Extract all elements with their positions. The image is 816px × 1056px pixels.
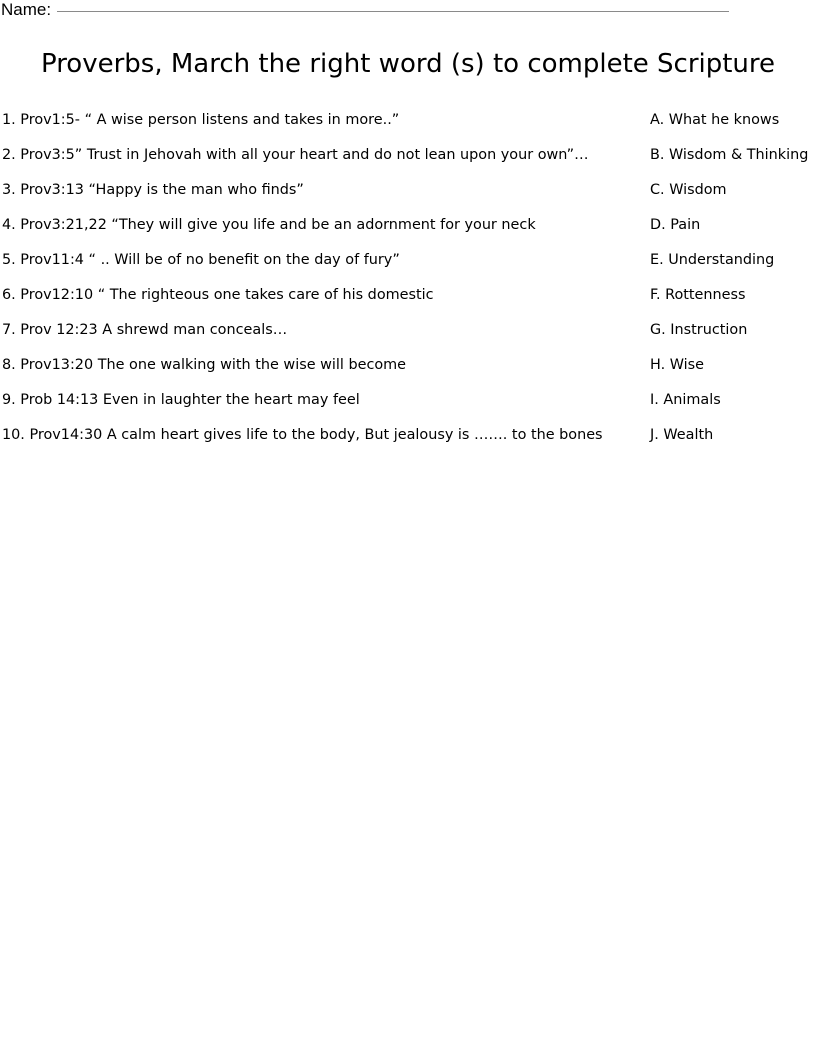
match-row (0, 110, 816, 145)
question-item: 8. Prov13:20 The one walking with the wise will become (2, 357, 407, 373)
question-item: 7. Prov 12:23 A shrewd man conceals… (2, 322, 288, 338)
matching-exercise (0, 110, 816, 460)
question-item: 3. Prov3:13 “Happy is the man who finds” (2, 182, 304, 198)
answer-option: F. Rottenness (650, 287, 746, 303)
question-item: 2. Prov3:5” Trust in Jehovah with all your heart and do not lean upon your own”… (2, 147, 589, 163)
answer-option: A. What he knows (650, 112, 780, 128)
question-item: 5. Prov11:4 “ .. Will be of no benefit on the day of fury” (2, 252, 400, 268)
page-title: Proverbs, March the right word (s) to complete Scripture (40, 49, 776, 79)
answer-option: C. Wisdom (650, 182, 727, 198)
match-row (0, 250, 816, 285)
question-item: 4. Prov3:21,22 “They will give you life and be an adornment for your neck (2, 217, 536, 233)
answer-option: E. Understanding (650, 252, 775, 268)
match-row (0, 285, 816, 320)
match-row (0, 390, 816, 425)
question-item: 10. Prov14:30 A calm heart gives life to the body, But jealousy is ……. to the bones (2, 427, 603, 443)
question-item: 9. Prob 14:13 Even in laughter the heart may feel (2, 392, 360, 408)
name-blank-line[interactable] (57, 10, 729, 12)
match-row (0, 145, 816, 180)
match-row (0, 320, 816, 355)
answer-option: G. Instruction (650, 322, 748, 338)
match-row (0, 355, 816, 390)
answer-option: I. Animals (650, 392, 721, 408)
answer-option: B. Wisdom & Thinking (650, 147, 809, 163)
answer-option: J. Wealth (650, 427, 714, 443)
match-row (0, 215, 816, 250)
match-row (0, 425, 816, 460)
match-row (0, 180, 816, 215)
answer-option: D. Pain (650, 217, 701, 233)
name-label: Name: (1, 0, 52, 19)
question-item: 1. Prov1:5- “ A wise person listens and takes in more..” (2, 112, 400, 128)
name-row (0, 0, 800, 24)
question-item: 6. Prov12:10 “ The righteous one takes care of his domestic (2, 287, 434, 303)
answer-option: H. Wise (650, 357, 704, 373)
